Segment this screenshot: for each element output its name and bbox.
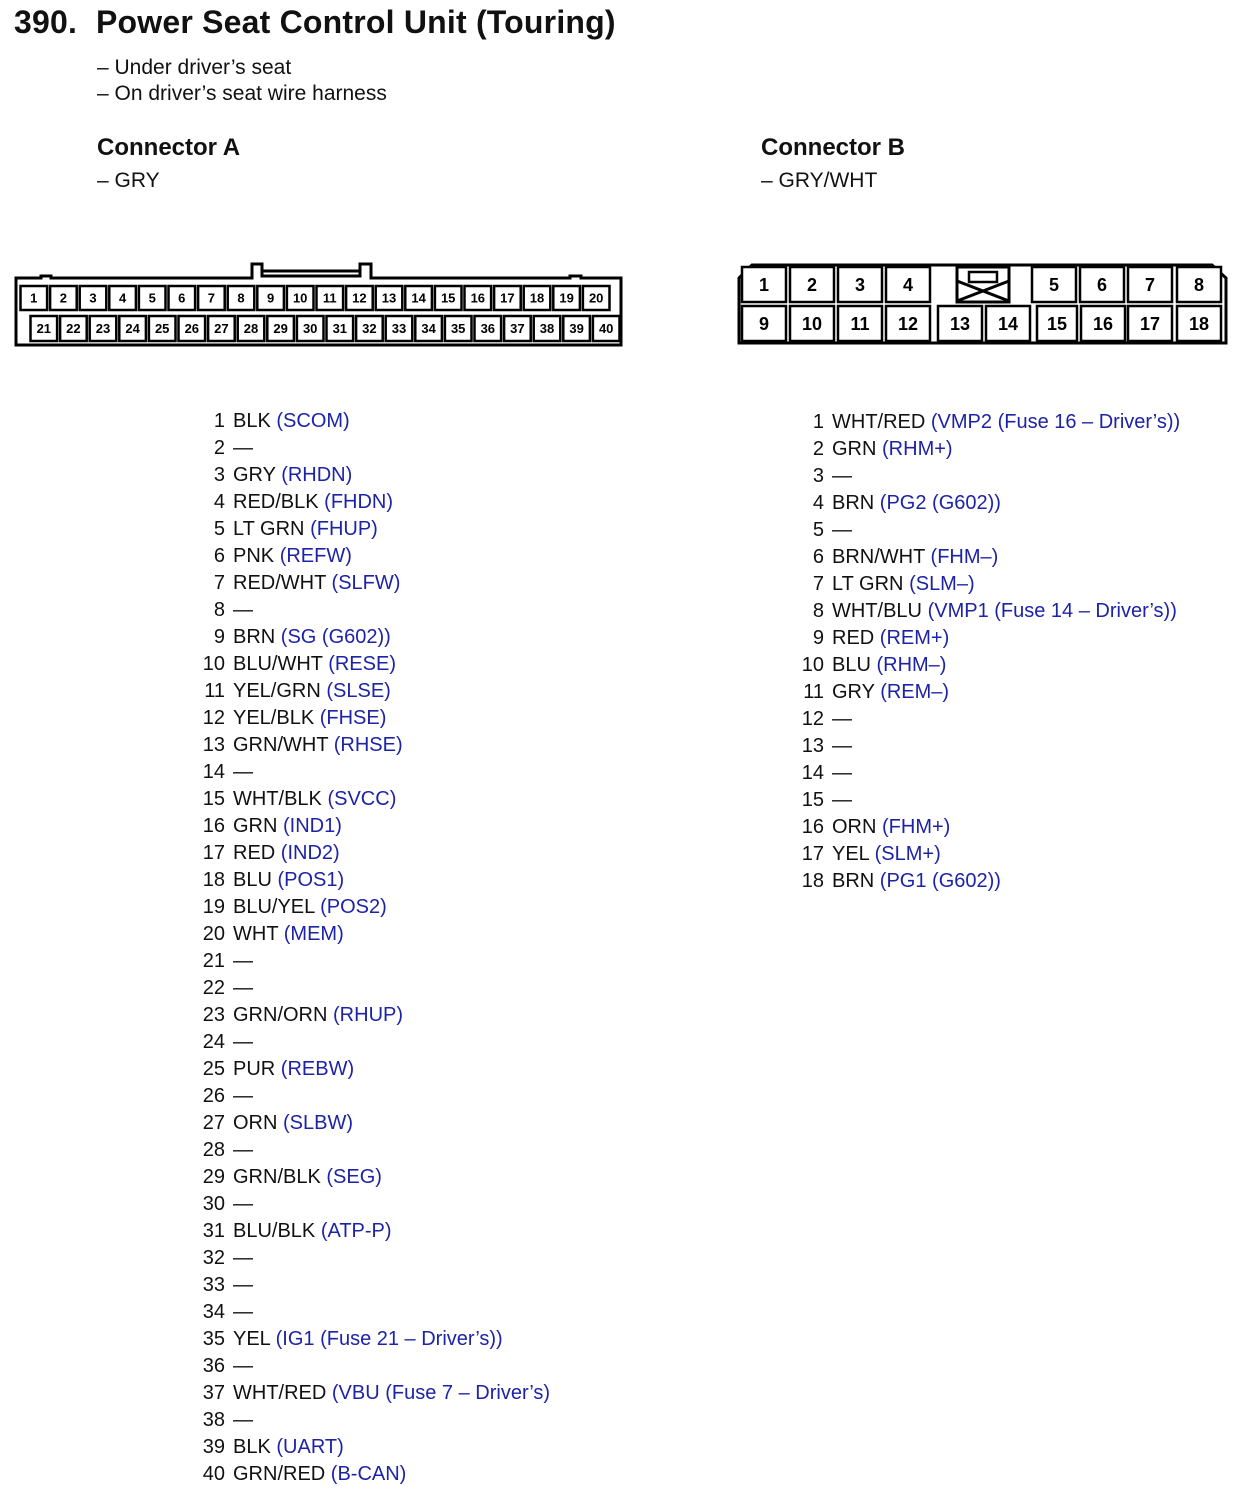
cavity-pin-number: 11 — [322, 290, 337, 306]
signal-name: (FHDN) — [324, 491, 394, 513]
pin-row — [201, 597, 550, 624]
pin-number: 26 — [202, 1085, 225, 1107]
cavity-pin-number: 15 — [1046, 313, 1068, 334]
pin-row — [800, 544, 1180, 571]
pin-row — [201, 1245, 550, 1272]
pin-row — [201, 1137, 550, 1164]
pin-row — [201, 1083, 550, 1110]
cavity-pin-number: 16 — [1092, 313, 1114, 334]
wire-color: PUR — [233, 1058, 276, 1080]
signal-name: (RHUP) — [333, 1004, 404, 1026]
cavity-pin-number: 40 — [598, 321, 614, 337]
pin-row — [201, 840, 550, 867]
pin-number: 28 — [202, 1139, 225, 1161]
signal-name: (IG1 (Fuse 21 – Driver’s)) — [275, 1328, 503, 1350]
connector-diagrams — [0, 0, 1238, 360]
pin-number: 14 — [801, 762, 824, 784]
pin-number: 1 — [812, 411, 824, 433]
pin-number: 36 — [202, 1355, 225, 1377]
signal-name: (SLSE) — [326, 680, 391, 702]
cavity-pin-number: 9 — [758, 313, 770, 334]
wire-color: YEL/BLK — [233, 707, 315, 729]
pin-number: 19 — [202, 896, 225, 918]
cavity-pin-number: 5 — [1048, 274, 1060, 295]
signal-name: (IND1) — [283, 815, 342, 837]
signal-name: (SLFW) — [331, 572, 401, 594]
wire-color: BLU/WHT — [233, 653, 323, 675]
wire-color: — — [233, 599, 253, 621]
pin-row — [201, 1461, 550, 1488]
wire-color: — — [233, 761, 253, 783]
signal-name: (SLBW) — [283, 1112, 354, 1134]
connector-a-title: Connector A — [97, 134, 241, 161]
signal-name: (VMP1 (Fuse 14 – Driver’s)) — [927, 600, 1177, 622]
wire-color: RED/WHT — [233, 572, 326, 594]
cavity-pin-number: 37 — [510, 321, 525, 337]
pin-number: 30 — [202, 1193, 225, 1215]
signal-name: (POS2) — [320, 896, 387, 918]
pin-number: 29 — [202, 1166, 225, 1188]
pin-row — [201, 1299, 550, 1326]
cavity-pin-number: 14 — [997, 313, 1019, 334]
signal-name: (B-CAN) — [330, 1463, 407, 1485]
connector-b-pin-list — [800, 409, 1180, 895]
pin-number: 34 — [202, 1301, 225, 1323]
pin-row — [201, 705, 550, 732]
signal-name: (RHM+) — [882, 438, 953, 460]
pin-number: 17 — [202, 842, 225, 864]
cavity-pin-number: 21 — [36, 321, 52, 337]
pin-row — [201, 462, 550, 489]
signal-name: (VMP2 (Fuse 16 – Driver’s)) — [930, 411, 1181, 433]
cavity-pin-number: 35 — [450, 321, 466, 337]
wire-color: — — [832, 519, 852, 541]
cavity-pin-number: 22 — [66, 321, 81, 337]
wire-color: GRN/WHT — [233, 734, 329, 756]
cavity-pin-number: 4 — [118, 290, 127, 306]
wire-color: — — [233, 1193, 253, 1215]
connector-b-face — [739, 265, 1226, 343]
wire-color: — — [233, 1139, 253, 1161]
cavity-pin-number: 2 — [806, 274, 818, 295]
cavity-pin-number: 11 — [850, 313, 870, 334]
pin-row — [201, 948, 550, 975]
cavity-pin-number: 29 — [273, 321, 288, 337]
wire-color: GRN — [233, 815, 278, 837]
wire-color: LT GRN — [233, 518, 305, 540]
cavity-pin-number: 17 — [1139, 313, 1161, 334]
wire-color: GRN — [832, 438, 877, 460]
cavity-pin-number: 24 — [125, 321, 140, 337]
cavity-pin-number: 10 — [801, 313, 823, 334]
pin-row — [800, 706, 1180, 733]
pin-number: 12 — [202, 707, 225, 729]
cavity-pin-number: 12 — [897, 313, 919, 334]
connector-b-color: – GRY/WHT — [761, 169, 878, 192]
pin-row — [201, 1164, 550, 1191]
pin-number: 18 — [801, 870, 824, 892]
cavity-pin-number: 5 — [148, 290, 156, 306]
cavity-pin-number: 8 — [237, 290, 245, 306]
pin-number: 3 — [213, 464, 225, 486]
pin-number: 15 — [801, 789, 824, 811]
connector-a-color: – GRY — [97, 169, 160, 192]
cavity-pin-number: 13 — [949, 313, 971, 334]
cavity-pin-number: 20 — [588, 290, 604, 306]
signal-name: (SEG) — [326, 1166, 382, 1188]
connector-a-face — [16, 264, 621, 345]
pin-row — [800, 463, 1180, 490]
pin-number: 35 — [202, 1328, 225, 1350]
wire-color: PNK — [233, 545, 275, 567]
pin-row — [201, 1056, 550, 1083]
pin-number: 33 — [202, 1274, 225, 1296]
wire-color: — — [233, 1085, 253, 1107]
wire-color: ORN — [233, 1112, 278, 1134]
pin-number: 12 — [801, 708, 824, 730]
pin-row — [800, 598, 1180, 625]
signal-name: (SCOM) — [276, 410, 350, 432]
cavity-pin-number: 7 — [1144, 274, 1156, 295]
wire-color: BRN — [233, 626, 276, 648]
pin-number: 17 — [801, 843, 824, 865]
signal-name: (FHUP) — [310, 518, 378, 540]
signal-name: (REM–) — [880, 681, 950, 703]
pin-row — [201, 1110, 550, 1137]
pin-number: 2 — [812, 438, 824, 460]
pin-number: 9 — [213, 626, 225, 648]
connector-a-cavities — [21, 286, 620, 341]
signal-name: (SLM+) — [874, 843, 941, 865]
pin-row — [201, 1272, 550, 1299]
wire-color: YEL — [233, 1328, 271, 1350]
signal-name: (RHDN) — [281, 464, 353, 486]
signal-name: (FHM+) — [882, 816, 951, 838]
cavity-pin-number: 1 — [30, 290, 38, 306]
pin-number: 2 — [213, 437, 225, 459]
pin-row — [800, 517, 1180, 544]
cavity-pin-number: 15 — [440, 290, 456, 306]
pin-row — [201, 975, 550, 1002]
pin-number: 7 — [812, 573, 824, 595]
signal-name: (RHM–) — [876, 654, 947, 676]
pin-number: 7 — [213, 572, 225, 594]
pin-row — [201, 408, 550, 435]
cavity-pin-number: 3 — [89, 290, 97, 306]
pin-number: 8 — [213, 599, 225, 621]
pin-row — [800, 436, 1180, 463]
pin-row — [201, 1380, 550, 1407]
pin-number: 13 — [202, 734, 225, 756]
wire-color: LT GRN — [832, 573, 904, 595]
cavity-pin-number: 30 — [302, 321, 318, 337]
wire-color: WHT/RED — [832, 411, 926, 433]
pin-row — [201, 678, 550, 705]
pin-number: 37 — [202, 1382, 225, 1404]
pin-number: 11 — [204, 680, 225, 702]
wire-color: — — [832, 708, 852, 730]
cavity-pin-number: 25 — [154, 321, 170, 337]
pin-number: 38 — [202, 1409, 225, 1431]
pin-row — [201, 651, 550, 678]
pin-number: 16 — [801, 816, 824, 838]
pin-number: 6 — [213, 545, 225, 567]
wire-color: GRN/BLK — [233, 1166, 321, 1188]
pin-row — [201, 1407, 550, 1434]
pin-row — [201, 894, 550, 921]
pin-number: 16 — [202, 815, 225, 837]
pin-number: 4 — [213, 491, 225, 513]
pin-row — [201, 1002, 550, 1029]
cavity-pin-number: 19 — [559, 290, 574, 306]
wire-color: ORN — [832, 816, 877, 838]
pin-row — [800, 652, 1180, 679]
cavity-pin-number: 28 — [243, 321, 259, 337]
wire-color: WHT/RED — [233, 1382, 327, 1404]
signal-name: (RESE) — [328, 653, 396, 675]
cavity-pin-number: 27 — [214, 321, 229, 337]
signal-name: (IND2) — [280, 842, 340, 864]
wire-color: — — [233, 977, 253, 999]
wire-color: WHT — [233, 923, 279, 945]
cavity-pin-number: 14 — [411, 290, 426, 306]
wire-color: — — [233, 1274, 253, 1296]
pin-row — [800, 490, 1180, 517]
pin-row — [201, 1434, 550, 1461]
pin-row — [201, 1029, 550, 1056]
wire-color: BLU/YEL — [233, 896, 315, 918]
signal-name: (FHSE) — [319, 707, 387, 729]
pin-number: 21 — [202, 950, 225, 972]
pin-row — [201, 1353, 550, 1380]
signal-name: (SG (G602)) — [280, 626, 391, 648]
wire-color: — — [832, 762, 852, 784]
signal-name: (FHM–) — [930, 546, 999, 568]
pin-row — [201, 759, 550, 786]
pin-number: 6 — [812, 546, 824, 568]
pin-row — [201, 1326, 550, 1353]
location-line-2: – On driver’s seat wire harness — [97, 82, 387, 105]
wire-color: — — [233, 1301, 253, 1323]
cavity-pin-number: 38 — [539, 321, 555, 337]
wire-color: — — [233, 1031, 253, 1053]
cavity-pin-number: 26 — [184, 321, 200, 337]
wire-color: BLU/BLK — [233, 1220, 316, 1242]
pin-number: 13 — [801, 735, 824, 757]
wire-color: — — [832, 465, 852, 487]
pin-number: 15 — [202, 788, 225, 810]
signal-name: (POS1) — [277, 869, 345, 891]
signal-name: (PG2 (G602)) — [879, 492, 1001, 514]
signal-name: (SVCC) — [327, 788, 397, 810]
signal-name: (MEM) — [283, 923, 344, 945]
wire-color: — — [832, 735, 852, 757]
pin-number: 31 — [202, 1220, 225, 1242]
pin-row — [800, 679, 1180, 706]
pin-number: 20 — [202, 923, 225, 945]
wire-color: RED — [233, 842, 276, 864]
pin-number: 32 — [202, 1247, 225, 1269]
item-title: Power Seat Control Unit (Touring) — [96, 4, 616, 40]
wire-color: RED/BLK — [233, 491, 319, 513]
signal-name: (ATP-P) — [320, 1220, 392, 1242]
pin-row — [201, 624, 550, 651]
cavity-pin-number: 9 — [266, 290, 275, 306]
cavity-pin-number: 17 — [500, 290, 515, 306]
cavity-pin-number: 8 — [1193, 274, 1205, 295]
pin-number: 8 — [812, 600, 824, 622]
cavity-pin-number: 2 — [59, 290, 68, 306]
cavity-pin-number: 16 — [470, 290, 486, 306]
pin-row — [800, 787, 1180, 814]
signal-name: (PG1 (G602)) — [879, 870, 1001, 892]
wire-color: — — [233, 1355, 253, 1377]
pin-row — [800, 625, 1180, 652]
wire-color: — — [233, 1247, 253, 1269]
wire-color: YEL — [832, 843, 870, 865]
pin-number: 25 — [202, 1058, 225, 1080]
cavity-pin-number: 7 — [207, 290, 216, 306]
wire-color: WHT/BLU — [832, 600, 922, 622]
cavity-pin-number: 18 — [529, 290, 545, 306]
cavity-pin-number: 13 — [381, 290, 397, 306]
cavity-pin-number: 31 — [332, 321, 348, 337]
pin-row — [800, 841, 1180, 868]
pin-row — [800, 571, 1180, 598]
pin-row — [800, 814, 1180, 841]
pin-number: 14 — [202, 761, 225, 783]
cavity-pin-number: 23 — [95, 321, 111, 337]
cavity-pin-number: 3 — [854, 274, 866, 295]
wire-color: BLU — [832, 654, 871, 676]
wire-color: BRN — [832, 492, 875, 514]
pin-number: 1 — [213, 410, 225, 432]
pin-row — [201, 1218, 550, 1245]
pin-row — [201, 732, 550, 759]
pin-row — [201, 813, 550, 840]
cavity-pin-number: 12 — [352, 290, 367, 306]
cavity-pin-number: 6 — [1096, 274, 1108, 295]
cavity-pin-number: 32 — [362, 321, 377, 337]
wire-color: GRY — [233, 464, 276, 486]
cavity-pin-number: 33 — [391, 321, 407, 337]
pin-row — [800, 868, 1180, 895]
wire-color: RED — [832, 627, 875, 649]
pin-number: 4 — [812, 492, 824, 514]
pin-number: 10 — [202, 653, 225, 675]
wire-color: BRN — [832, 870, 875, 892]
signal-name: (REBW) — [280, 1058, 355, 1080]
pin-number: 10 — [801, 654, 824, 676]
pin-number: 22 — [202, 977, 225, 999]
wire-color: — — [233, 437, 253, 459]
wire-color: YEL/GRN — [233, 680, 321, 702]
cavity-pin-number: 10 — [292, 290, 308, 306]
signal-name: (UART) — [276, 1436, 344, 1458]
pin-row — [201, 867, 550, 894]
cavity-pin-number: 36 — [480, 321, 496, 337]
pin-row — [201, 543, 550, 570]
pin-number: 18 — [202, 869, 225, 891]
pin-row — [201, 1191, 550, 1218]
cavity-pin-number: 1 — [758, 274, 770, 295]
signal-name: (SLM–) — [909, 573, 975, 595]
pin-number: 40 — [202, 1463, 225, 1485]
wire-color: — — [832, 789, 852, 811]
pin-row — [800, 733, 1180, 760]
cavity-pin-number: 6 — [178, 290, 186, 306]
pin-number: 24 — [202, 1031, 225, 1053]
wire-color: WHT/BLK — [233, 788, 322, 810]
cavity-pin-number: 34 — [421, 321, 436, 337]
pin-number: 27 — [202, 1112, 225, 1134]
wire-color: BLK — [233, 1436, 271, 1458]
pin-row — [201, 435, 550, 462]
pin-row — [800, 760, 1180, 787]
wire-color: — — [233, 950, 253, 972]
signal-name: (RHSE) — [333, 734, 403, 756]
pin-number: 11 — [803, 681, 824, 703]
connector-a-pin-list — [201, 408, 550, 1488]
wire-color: — — [233, 1409, 253, 1431]
cavity-pin-number: 18 — [1188, 313, 1210, 334]
wire-color: GRN/RED — [233, 1463, 326, 1485]
wire-color: BRN/WHT — [832, 546, 925, 568]
wire-color: BLU — [233, 869, 272, 891]
pin-number: 5 — [213, 518, 225, 540]
pin-number: 3 — [812, 465, 824, 487]
connector-b-title: Connector B — [761, 134, 905, 161]
wire-color: BLK — [233, 410, 271, 432]
item-number: 390. — [14, 4, 78, 40]
wire-color: GRN/ORN — [233, 1004, 328, 1026]
wire-color: GRY — [832, 681, 875, 703]
pin-row — [201, 570, 550, 597]
signal-name: (REFW) — [279, 545, 352, 567]
connector-b-key-crossed-icon — [957, 267, 1009, 302]
cavity-pin-number: 4 — [902, 274, 914, 295]
pin-row — [201, 921, 550, 948]
pin-number: 9 — [812, 627, 824, 649]
pin-row — [201, 786, 550, 813]
pin-number: 5 — [812, 519, 824, 541]
signal-name: (VBU (Fuse 7 – Driver’s) — [331, 1382, 551, 1404]
signal-name: (REM+) — [879, 627, 950, 649]
pin-row — [201, 516, 550, 543]
pin-row — [201, 489, 550, 516]
pin-number: 39 — [202, 1436, 225, 1458]
location-line-1: – Under driver’s seat — [97, 56, 292, 79]
pin-row — [800, 409, 1180, 436]
cavity-pin-number: 39 — [569, 321, 584, 337]
pin-number: 23 — [202, 1004, 225, 1026]
